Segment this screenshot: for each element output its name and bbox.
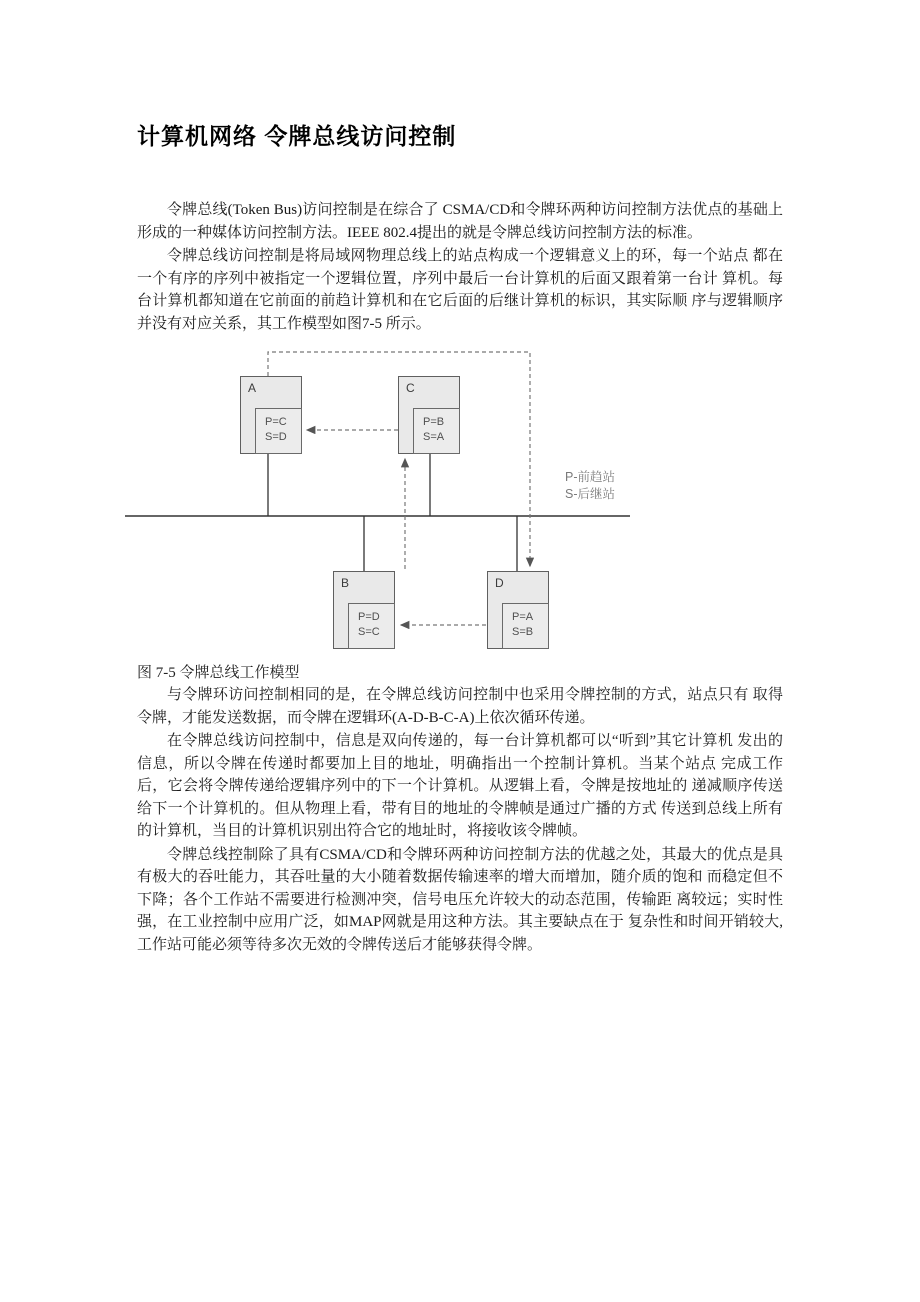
diagram-legend [565, 469, 615, 503]
station-c-predecessor: P=B [423, 416, 445, 428]
paragraph-intro-1: 令牌总线(Token Bus)访问控制是在综合了 CSMA/CD和令牌环两种访问控制方法优点的基础上形成的一种媒体访问控制方法。IEEE 802.4提出的就是令牌总线访问控制方法的标准。 [137, 202, 783, 241]
station-b-predecessor: P=D [358, 611, 380, 623]
station-a-pointer-table [255, 408, 302, 454]
paragraph-intro-2: 令牌总线访问控制是将局域网物理总线上的站点构成一个逻辑意义上的环，每一个站点 都在一个有序的序列中被指定一个逻辑位置，序列中最后一台计算机的后面又跟着第一台计 算机。每台计算机都知道在它前面的前趋计算机和在它后面的后继计算机的标识，其实际顺 序与逻辑顺序并没有对应关系，其工作模型如图7-5 所示。 [137, 248, 783, 332]
station-a-label: A [248, 381, 257, 395]
station-b-pointer-table [348, 603, 395, 649]
station-b-label: B [341, 576, 350, 590]
page-title: 计算机网络 令牌总线访问控制 [137, 123, 457, 149]
paragraph-body-3: 令牌总线控制除了具有CSMA/CD和令牌环两种访问控制方法的优越之处，其最大的优点是具有极大的吞吐能力，其吞吐量的大小随着数据传输速率的增大而增加，随介质的饱和 而稳定但不下降；各个工作站不需要进行检测冲突，信号电压允许较大的动态范围，传输距 离较远；实时性强，在工业控制中应用广泛，如MAP网就是用这种方法。其主要缺点在于 复杂性和时间开销较大,工作站可能必须等待多次无效的令牌传送后才能够获得令牌。 [137, 846, 783, 953]
station-d-label: D [495, 576, 504, 590]
station-box-a [240, 376, 302, 454]
station-a-successor: S=D [265, 431, 287, 443]
station-c-label: C [406, 381, 415, 395]
station-box-c [398, 376, 460, 454]
station-d-pointer-table [502, 603, 549, 649]
legend-predecessor: P-前趋站 [565, 470, 616, 484]
paragraph-body-1: 与令牌环访问控制相同的是，在令牌总线访问控制中也采用令牌控制的方式，站点只有 取得令牌，才能发送数据，而令牌在逻辑环(A-D-B-C-A)上依次循环传递。 [137, 687, 783, 726]
station-d-successor: S=B [512, 626, 534, 638]
station-c-pointer-table [413, 408, 460, 454]
station-d-predecessor: P=A [512, 611, 534, 623]
token-bus-diagram [125, 345, 645, 657]
station-box-d [487, 571, 549, 649]
station-c-successor: S=A [423, 431, 445, 443]
station-b-successor: S=C [358, 626, 380, 638]
legend-successor: S-后继站 [565, 487, 616, 501]
paragraph-body-2: 在令牌总线访问控制中，信息是双向传递的，每一台计算机都可以“听到”其它计算机 发出的信息，所以令牌在传递时都要加上目的地址，明确指出一个控制计算机。当某个站点 完成工作后，它会将令牌传递给逻辑序列中的下一个计算机。从逻辑上看，令牌是按地址的 递减顺序传送给下一个计算机的。但从物理上看，带有目的地址的令牌帧是通过广播的方式 传送到总线上所有的计算机，当目的计算机识别出符合它的地址时，将接收该令牌帧。 [137, 733, 783, 839]
figure-caption: 图 7-5 令牌总线工作模型 [137, 665, 300, 681]
station-a-predecessor: P=C [265, 416, 287, 428]
station-box-b [333, 571, 395, 649]
